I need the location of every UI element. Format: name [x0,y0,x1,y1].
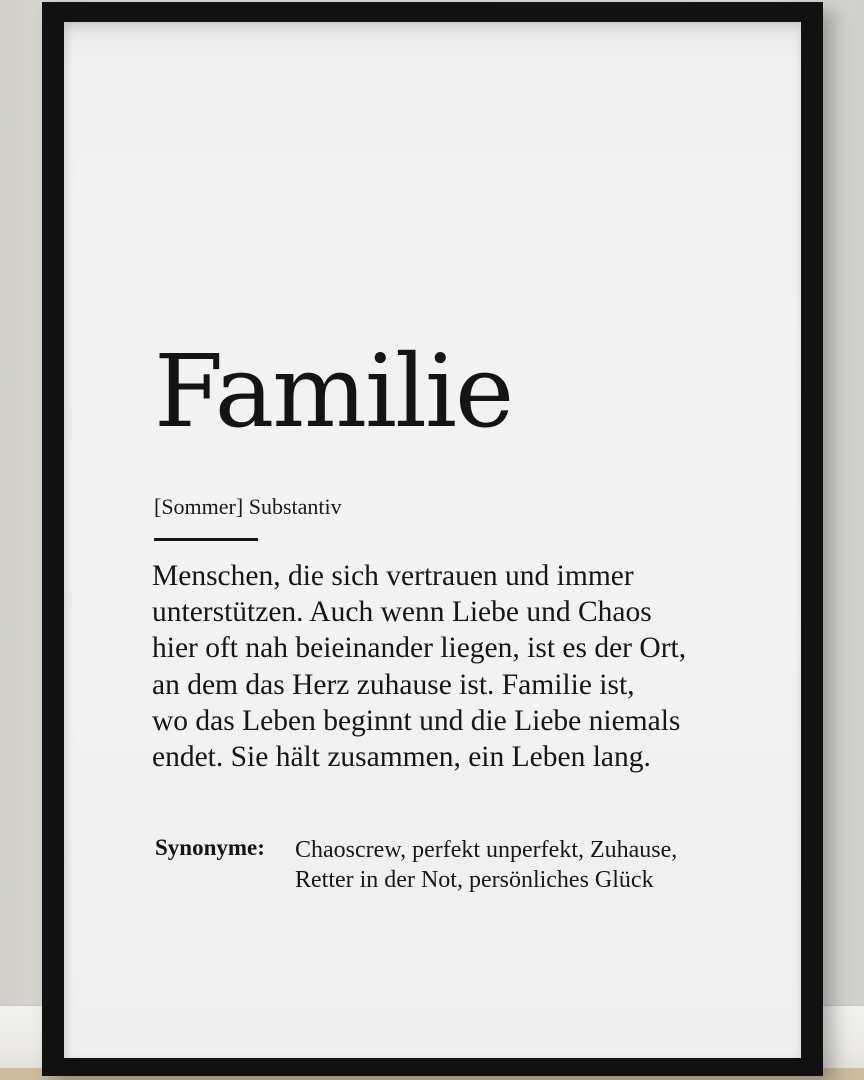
definition-line: Menschen, die sich vertrauen und immer [152,560,634,592]
definition-line: hier oft nah beieinander liegen, ist es der Ort, [152,632,687,665]
synonyms-label: Synonyme: [155,835,265,860]
definition-line: an dem das Herz zuhause ist. Familie ist, [152,668,635,701]
word-pronunciation: [Sommer] Substantiv [154,494,342,519]
synonyms-line: Chaoscrew, perfekt unperfekt, Zuhause, [295,837,678,863]
definition-line: wo das Leben beginnt und die Liebe niemals [152,704,681,737]
synonyms-list [295,835,677,895]
divider-rule [154,538,258,541]
dictionary-word: Familie [154,333,513,450]
poster-frame [42,2,823,1076]
definition-line: endet. Sie hält zusammen, ein Leben lang. [152,741,651,774]
poster-paper [64,22,801,1058]
definition-line: unterstützen. Auch wenn Liebe und Chaos [152,596,652,629]
synonyms-line: Retter in der Not, persönliches Glück [295,867,654,893]
definition-text [152,558,772,775]
